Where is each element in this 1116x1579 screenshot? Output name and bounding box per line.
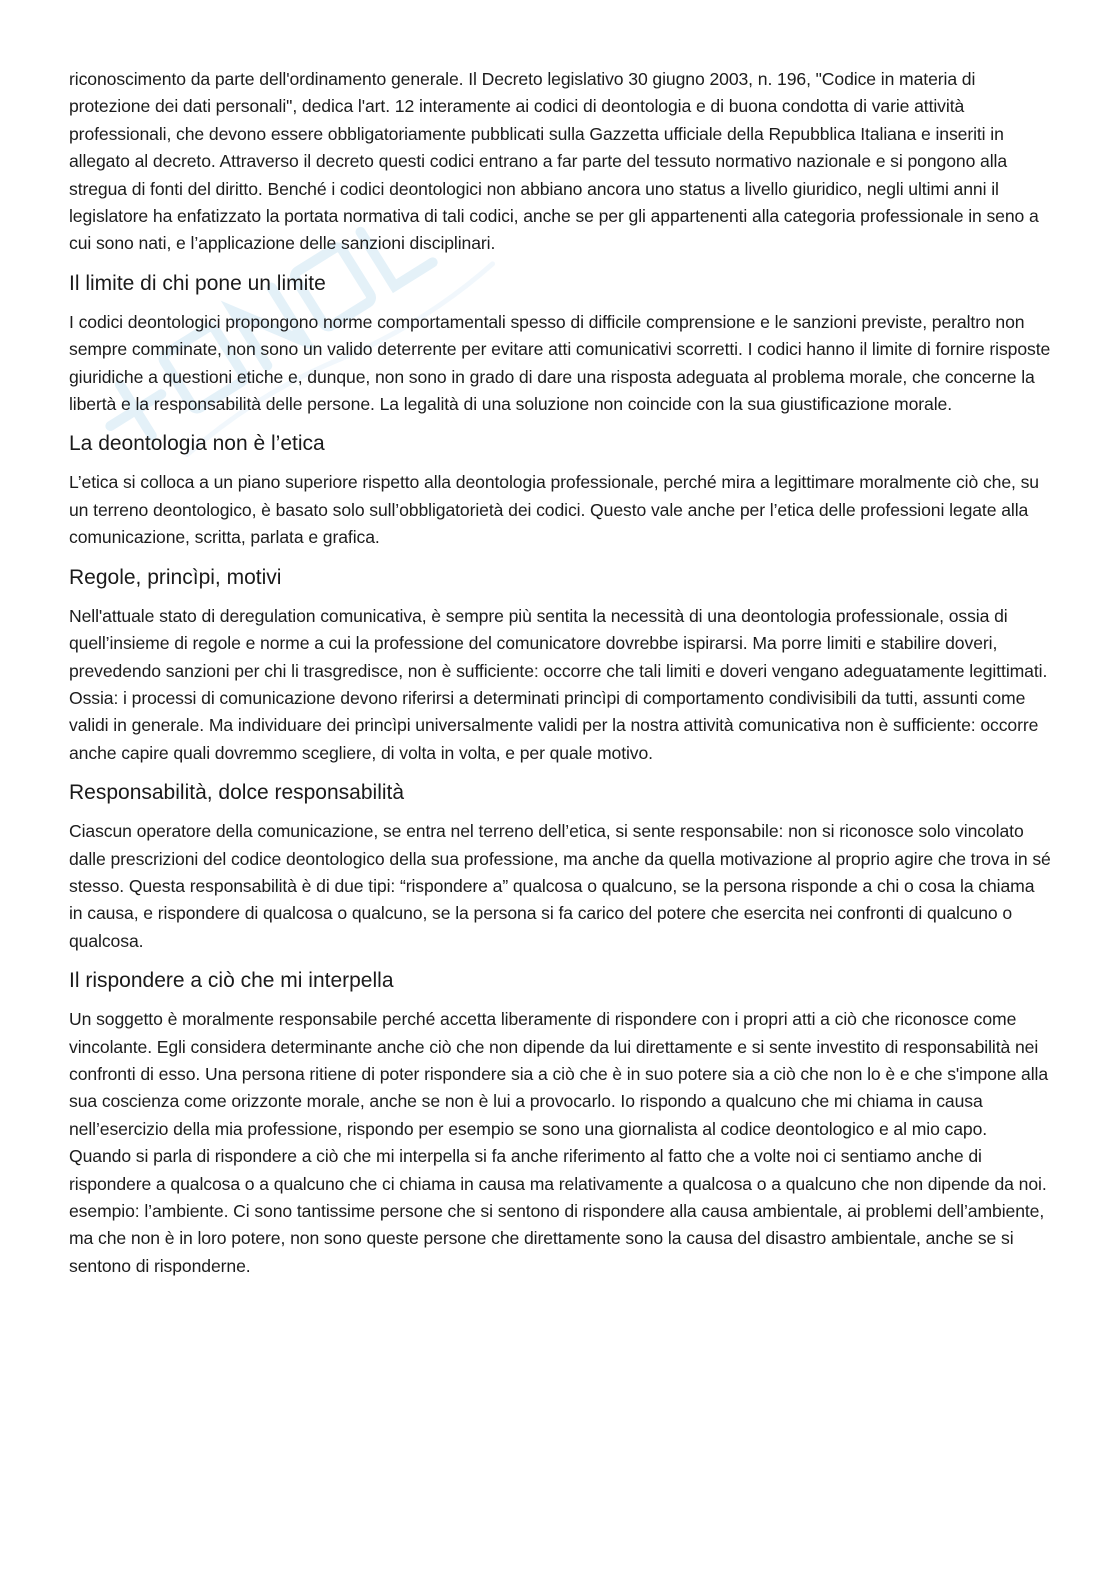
paragraph-limite: I codici deontologici propongono norme comportamentali spesso di difficile comprensione e le sanzioni previste, peraltro non sempre comminate, non sono un valido deterrente per evitare atti comunicativi scorretti. I codici hanno il limite di fornire risposte giuridiche a questioni etiche e, dunque, non sono in grado di dare una risposta adeguata al problema morale, che concerne la libertà e la responsabilità delle persone. La legalità di una soluzione non coincide con la sua giustificazione morale. bbox=[69, 311, 1051, 415]
heading-rispondere: Il rispondere a ciò che mi interpella bbox=[69, 969, 394, 993]
paragraph-intro: riconoscimento da parte dell'ordinamento generale. Il Decreto legislativo 30 giugno 2003, n. 196, "Codice in materia di protezione dei dati personali", dedica l'art. 12 interamente ai codici di deontologia e di buona condotta di varie attività professionali, che devono essere obbligatoriamente pubblicati sulla Gazzetta ufficiale della Repubblica Italiana e inseriti in allegato al decreto. Attraverso il decreto questi codici entrano a far parte del tessuto normativo nazionale e si pongono alla stregua di fonti del diritto. Benché i codici deontologici non abbiano ancora uno status a livello giuridico, negli ultimi anni il legislatore ha enfatizzato la portata normativa di tali codici, anche se per gli appartenenti alla categoria professionale in seno a cui sono nati, e l’applicazione delle sanzioni disciplinari. bbox=[69, 69, 1039, 254]
heading-responsabilita: Responsabilità, dolce responsabilità bbox=[69, 781, 405, 805]
paragraph-responsabilita: Ciascun operatore della comunicazione, se entra nel terreno dell’etica, si sente responsabile: non si riconosce solo vincolato dalle prescrizioni del codice deontologico della sua professione, ma anche da quella motivazione al proprio agire che trova in sé stesso. Questa responsabilità è di due tipi: “rispondere a” qualcosa o qualcuno, se la persona risponde a chi o cosa la chiama in causa, e rispondere di qualcosa o qualcuno, se la persona si fa carico del potere che esercita nei confronti di qualcuno o qualcosa. bbox=[69, 821, 1051, 951]
paragraph-rispondere: Un soggetto è moralmente responsabile perché accetta liberamente di rispondere con i propri atti a ciò che riconosce come vincolante. Egli considera determinante anche ciò che non dipende da lui direttamente e si sente investito di responsabilità nei confronti di esso. Una persona ritiene di poter rispondere sia a ciò che è in suo potere sia a ciò che non lo è e che s'impone alla sua coscienza come orizzonte morale, anche se non è lui a provocarlo. Io rispondo a qualcuno che mi chiama in causa nell’esercizio della mia professione, rispondo per esempio se sono una giornalista al codice deontologico e al mio capo. Quando si parla di rispondere a ciò che mi interpella si fa anche riferimento al fatto che a volte noi ci sentiamo anche di rispondere a qualcosa o a qualcuno che ci chiama in causa ma relativamente a qualcosa o a qualcuno che non dipende da noi. esempio: l’ambiente. Ci sono tantissime persone che si sentono di rispondere alla causa ambientale, ai problemi dell’ambiente, ma che non è in loro potere, non sono queste persone che direttamente sono la causa del disastro ambientale, anche se si sentono di risponderne. bbox=[69, 1009, 1049, 1276]
document-page bbox=[69, 66, 1052, 1280]
heading-regole: Regole, princìpi, motivi bbox=[69, 565, 282, 589]
heading-deontologia: La deontologia non è l’etica bbox=[69, 432, 325, 456]
paragraph-regole: Nell'attuale stato di deregulation comunicativa, è sempre più sentita la necessità di una deontologia professionale, ossia di quell’insieme di regole e norme a cui la professione del comunicatore dovrebbe ispirarsi. Ma porre limiti e stabilire doveri, prevedendo sanzioni per chi li trasgredisce, non è sufficiente: occorre che tali limiti e doveri vengano adeguatamente legittimati. Ossia: i processi di comunicazione devono riferirsi a determinati princìpi di comportamento condivisibili da tutti, assunti come validi in generale. Ma individuare dei princìpi universalmente validi per la nostra attività comunicativa non è sufficiente: occorre anche capire quali dovremmo scegliere, di volta in volta, e per quale motivo. bbox=[69, 605, 1048, 763]
paragraph-deontologia: L’etica si colloca a un piano superiore rispetto alla deontologia professionale, perché mira a legittimare moralmente ciò che, su un terreno deontologico, è basato solo sull’obbligatorietà dei codici. Questo vale anche per l’etica delle professioni legate alla comunicazione, scritta, parlata e grafica. bbox=[69, 472, 1039, 548]
heading-limite: Il limite di chi pone un limite bbox=[69, 271, 326, 295]
